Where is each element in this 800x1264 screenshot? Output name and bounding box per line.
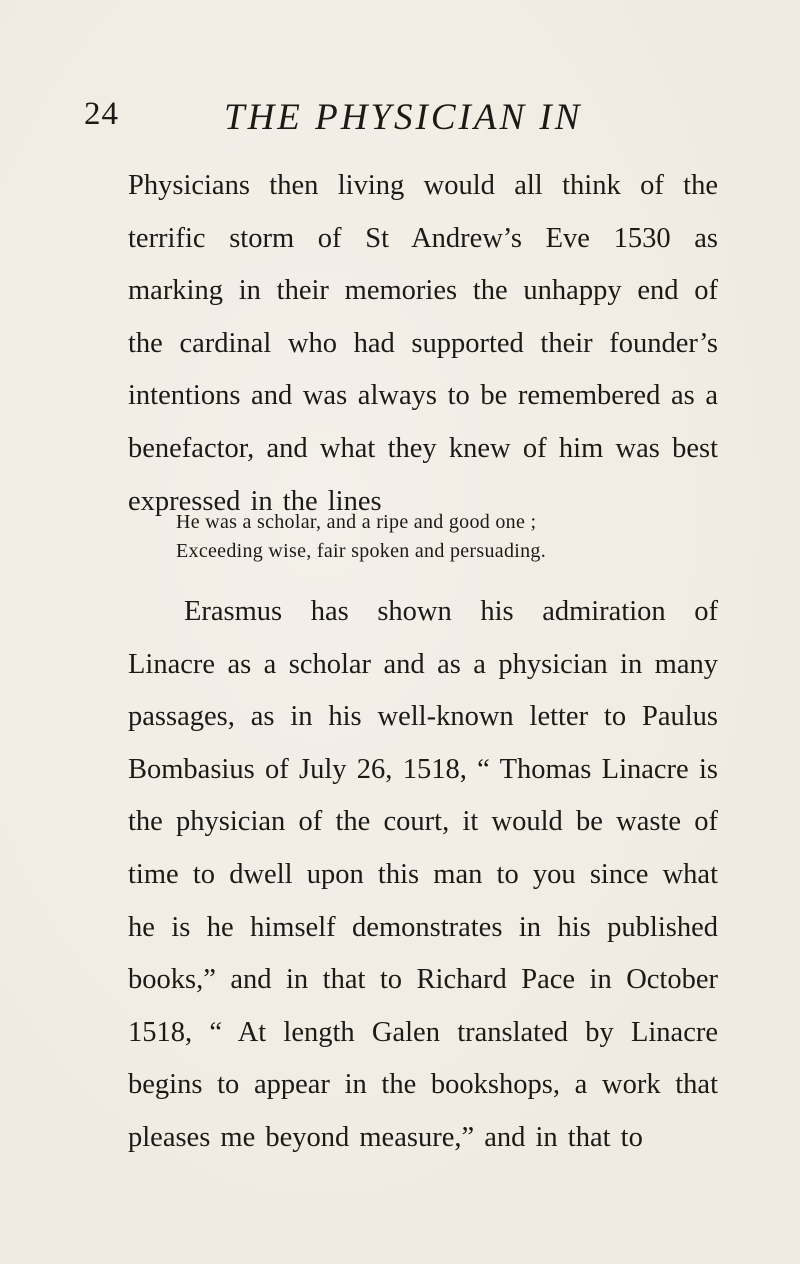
quote-line-1: He was a scholar, and a ripe and good one ; [176, 511, 537, 533]
quote-line-2: Exceeding wise, fair spoken and persuading. [176, 540, 547, 562]
paragraph-2: Erasmus has shown his admiration of Linacre as a scholar and as a physician in many passages, as in his well-known letter to Paulus Bombasius of July 26, 1518, “ Thomas Linacre is the physician of the court, it would be waste of time to dwell upon this man to you since what he is he himself demonstrates in his published books,” and in that to Richard Pace in October 1518, “ At length Galen translated by Linacre begins to appear in the bookshops, a work that pleases me beyond measure,” and in that to [128, 596, 718, 1153]
paragraph-1: Physicians then living would all think of the terrific storm of St Andrew’s Eve 1530 as marking in their memories the unhappy end of the cardinal who had supported their founder’s intentions and was always to be remembered as a benefactor, and what they knew of him was best expressed in the lines [128, 170, 718, 517]
verse-quote [176, 508, 736, 566]
page-header [0, 96, 800, 146]
page-number: 24 [84, 96, 119, 132]
running-title: THE PHYSICIAN IN [224, 97, 583, 138]
